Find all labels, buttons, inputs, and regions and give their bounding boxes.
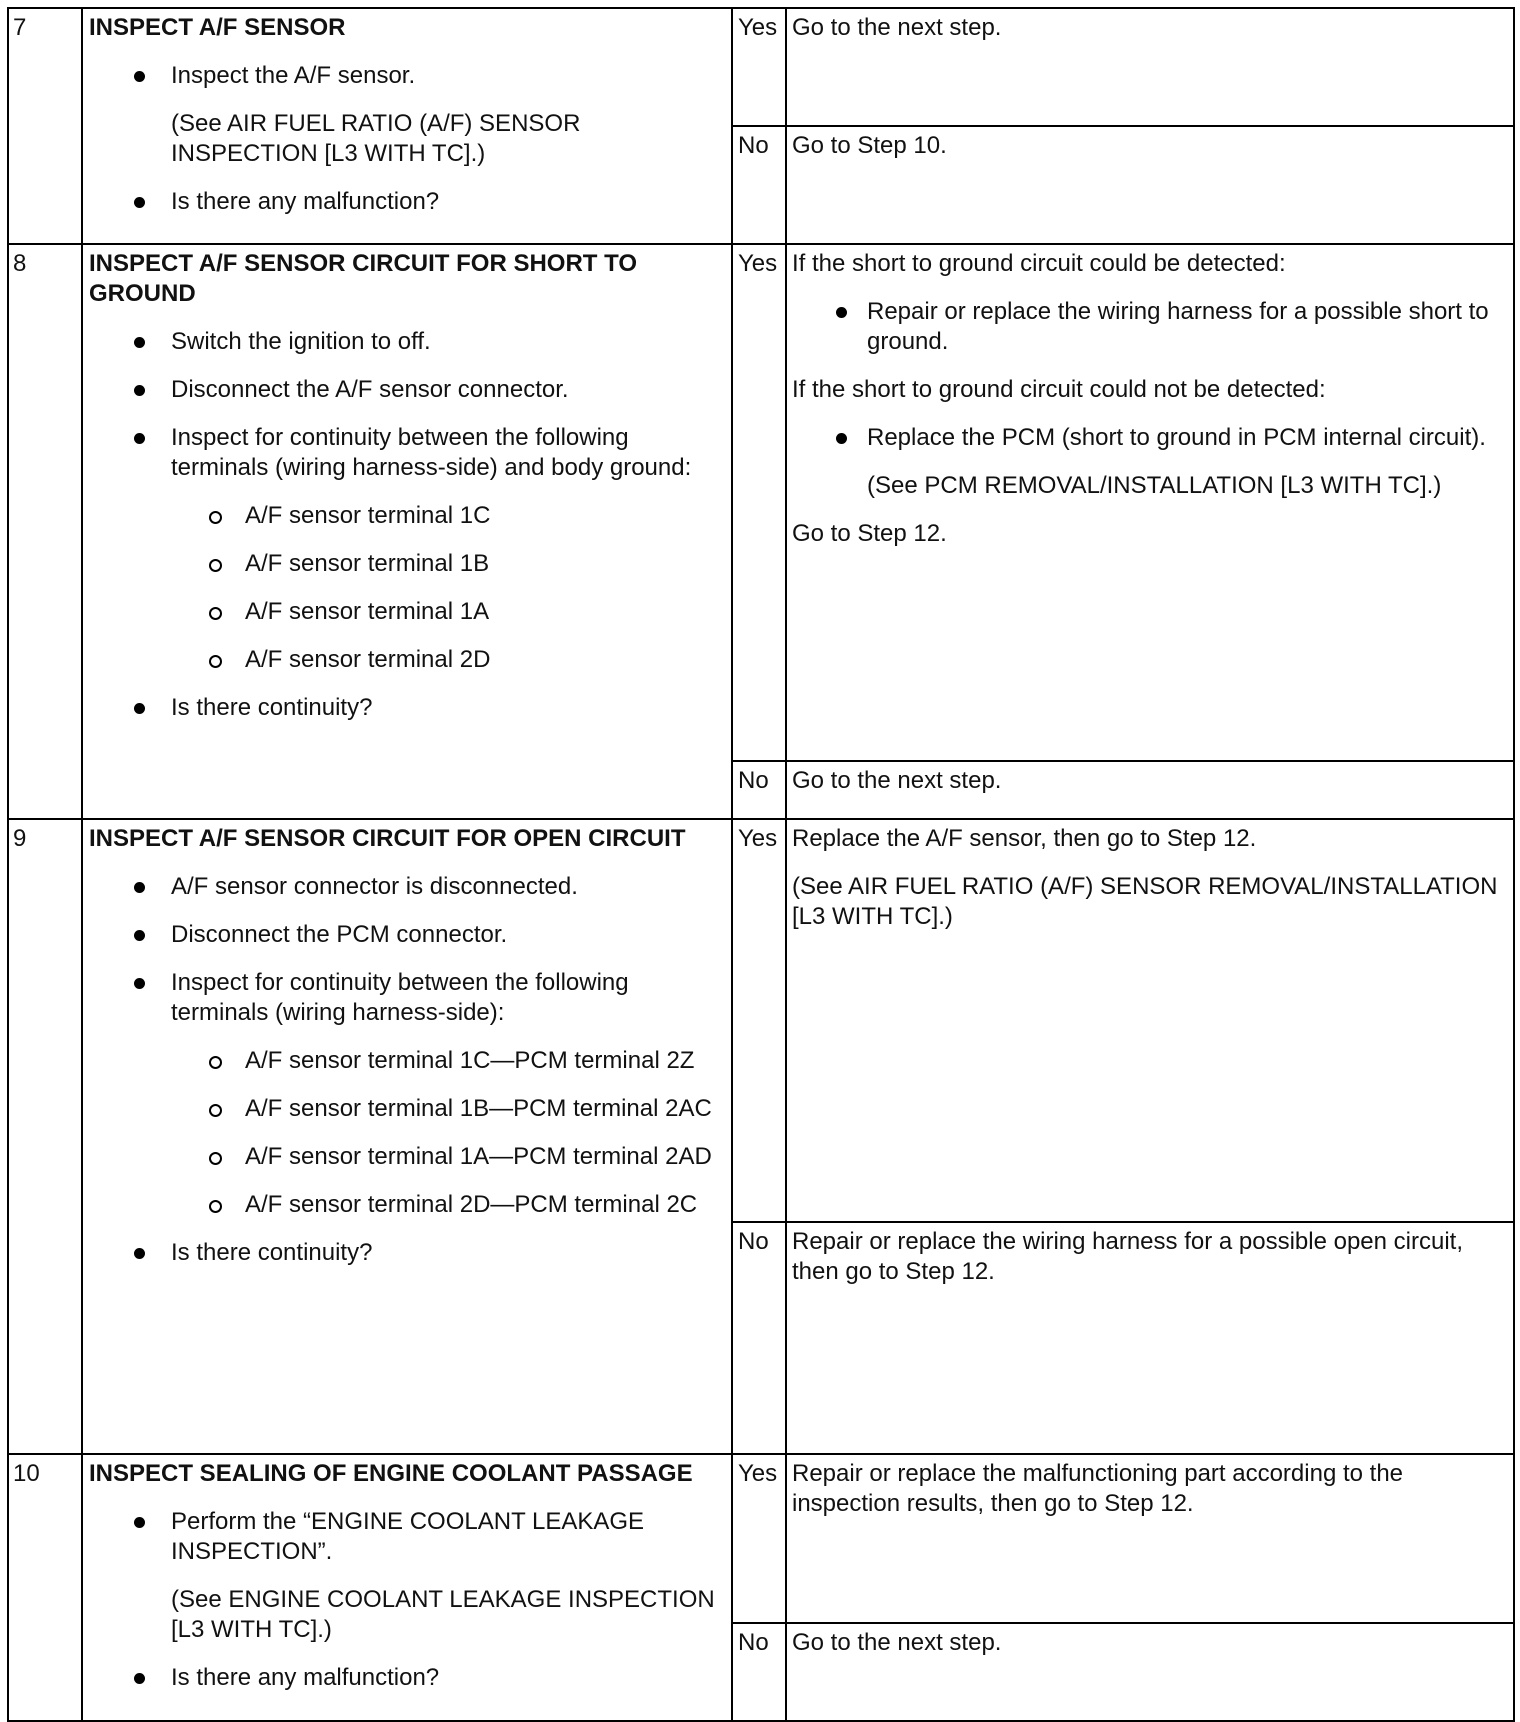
step-9-action-cell [82, 819, 732, 1454]
no-result-text: Go to Step 10. [792, 132, 947, 159]
no-result-text: Go to the next step. [792, 767, 1002, 794]
yes-condition-text: If the short to ground circuit could be detected: [792, 250, 1286, 277]
yes-result-cell [786, 8, 1514, 126]
action-bullet: Disconnect the PCM connector. [89, 920, 723, 950]
question-bullet: Is there any malfunction? [89, 1663, 723, 1693]
terminal-item: A/F sensor terminal 2D—PCM terminal 2C [89, 1190, 723, 1220]
reference-note: (See ENGINE COOLANT LEAKAGE INSPECTION [L3 WITH TC].) [171, 1586, 715, 1643]
step-number: 7 [8, 8, 82, 244]
step-number: 8 [8, 244, 82, 819]
yes-result-cell [786, 1454, 1514, 1623]
step-title: INSPECT SEALING OF ENGINE COOLANT PASSAGE [89, 1460, 693, 1487]
action-bullet: Inspect the A/F sensor. [89, 61, 723, 91]
question-bullet: Is there continuity? [89, 693, 723, 723]
terminal-item: A/F sensor terminal 1C [89, 501, 723, 531]
no-result-cell [786, 126, 1514, 244]
step-10-yes-row [8, 1454, 1514, 1623]
no-label: No [732, 1222, 786, 1454]
question-bullet: Is there continuity? [89, 1238, 723, 1268]
terminal-item: A/F sensor terminal 1A [89, 597, 723, 627]
yes-condition-text: If the short to ground circuit could not be detected: [792, 376, 1326, 403]
terminal-item: A/F sensor terminal 1B—PCM terminal 2AC [89, 1094, 723, 1124]
terminal-item: A/F sensor terminal 1B [89, 549, 723, 579]
terminal-item: A/F sensor terminal 2D [89, 645, 723, 675]
yes-result-cell [786, 244, 1514, 761]
yes-result-cell [786, 819, 1514, 1222]
step-title: INSPECT A/F SENSOR CIRCUIT FOR SHORT TO GROUND [89, 250, 638, 307]
action-bullet: Switch the ignition to off. [89, 327, 723, 357]
step-title: INSPECT A/F SENSOR CIRCUIT FOR OPEN CIRCUIT [89, 825, 686, 852]
step-10-action-cell [82, 1454, 732, 1721]
step-9-yes-row [8, 819, 1514, 1222]
step-number: 9 [8, 819, 82, 1454]
yes-label: Yes [732, 244, 786, 761]
terminal-item: A/F sensor terminal 1C—PCM terminal 2Z [89, 1046, 723, 1076]
no-label: No [732, 761, 786, 819]
step-8-yes-row [8, 244, 1514, 761]
step-7-yes-row [8, 8, 1514, 126]
action-bullet: A/F sensor connector is disconnected. [89, 872, 723, 902]
no-label: No [732, 126, 786, 244]
question-bullet: Is there any malfunction? [89, 187, 723, 217]
step-number: 10 [8, 1454, 82, 1721]
step-7-action-cell [82, 8, 732, 244]
action-bullet: Perform the “ENGINE COOLANT LEAKAGE INSPECTION”. [89, 1507, 723, 1567]
reference-note: (See AIR FUEL RATIO (A/F) SENSOR INSPECTION [L3 WITH TC].) [171, 110, 581, 167]
reference-note: (See AIR FUEL RATIO (A/F) SENSOR REMOVAL/INSTALLATION [L3 WITH TC].) [792, 873, 1498, 930]
action-bullet: Inspect for continuity between the following terminals (wiring harness-side): [89, 968, 723, 1028]
terminal-item: A/F sensor terminal 1A—PCM terminal 2AD [89, 1142, 723, 1172]
action-bullet: Disconnect the A/F sensor connector. [89, 375, 723, 405]
diagnostic-procedure-table [7, 7, 1515, 1722]
no-result-cell [786, 1623, 1514, 1721]
yes-label: Yes [732, 1454, 786, 1623]
yes-label: Yes [732, 8, 786, 126]
yes-result-bullet: Replace the PCM (short to ground in PCM internal circuit). [792, 423, 1505, 453]
step-8-action-cell [82, 244, 732, 819]
yes-goto-text: Go to Step 12. [792, 520, 947, 547]
reference-note: (See PCM REMOVAL/INSTALLATION [L3 WITH TC].) [867, 472, 1442, 499]
yes-result-text: Repair or replace the malfunctioning part according to the inspection results, then go to Step 12. [792, 1460, 1404, 1517]
no-result-cell [786, 761, 1514, 819]
yes-result-text: Go to the next step. [792, 14, 1002, 41]
no-label: No [732, 1623, 786, 1721]
no-result-text: Repair or replace the wiring harness for a possible open circuit, then go to Step 12. [792, 1228, 1464, 1285]
no-result-cell [786, 1222, 1514, 1454]
yes-label: Yes [732, 819, 786, 1222]
yes-result-text: Replace the A/F sensor, then go to Step 12. [792, 825, 1257, 852]
yes-result-bullet: Repair or replace the wiring harness for a possible short to ground. [792, 297, 1505, 357]
action-bullet: Inspect for continuity between the following terminals (wiring harness-side) and body ground: [89, 423, 723, 483]
no-result-text: Go to the next step. [792, 1629, 1002, 1656]
step-title: INSPECT A/F SENSOR [89, 14, 346, 41]
